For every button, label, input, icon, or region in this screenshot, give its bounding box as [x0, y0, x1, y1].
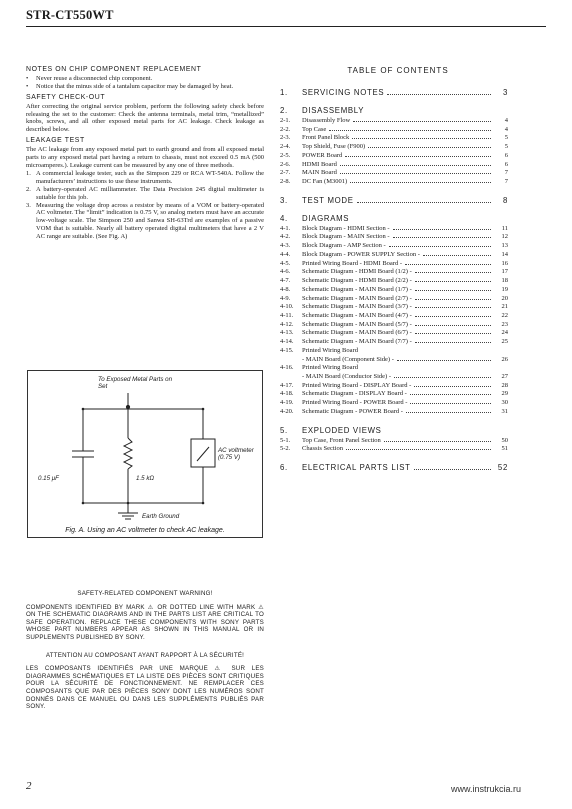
toc-page-number: 26 — [501, 355, 508, 363]
toc-page-number: 4 — [504, 125, 508, 133]
toc-entry-number: 4-11. — [280, 311, 294, 319]
toc-leader-dots — [393, 229, 491, 230]
toc-section-title: DISASSEMBLY — [302, 106, 365, 115]
toc-entry-label: Printed Wiring Board - HDMI Board - — [302, 259, 402, 267]
toc-entry[interactable] — [280, 134, 508, 143]
toc-page-number: 6 — [504, 151, 508, 159]
toc-section[interactable] — [280, 214, 508, 223]
toc-leader-dots — [410, 403, 491, 404]
toc-title: TABLE OF CONTENTS — [347, 66, 449, 75]
warning-en-heading: SAFETY-RELATED COMPONENT WARNING! — [77, 590, 213, 597]
header-rule — [26, 26, 546, 27]
toc-page-number: 6 — [504, 160, 508, 168]
toc-entry-number: 5-2. — [280, 445, 291, 453]
leakage-heading: LEAKAGE TEST — [26, 137, 85, 145]
toc-leader-dots — [329, 130, 491, 131]
notes-bullet: • Never reuse a disconnected chip component. — [26, 75, 264, 83]
notes-bullet: • Notice that the minus side of a tantalum capacitor may be damaged by heat. — [26, 83, 264, 91]
toc-page-number: 20 — [501, 294, 508, 302]
toc-section-number: 4. — [280, 213, 288, 223]
toc-leader-dots — [415, 272, 491, 273]
toc-entry[interactable] — [280, 373, 508, 382]
figure-caption: Fig. A. Using an AC voltmeter to check AC leakage. — [65, 527, 225, 534]
toc-entry-label: MAIN Board — [302, 169, 337, 177]
toc-page-number: 8 — [502, 195, 508, 205]
toc-page-number: 29 — [501, 390, 508, 398]
toc-entry-number: 4-13. — [280, 329, 294, 337]
toc-page-number: 3 — [502, 88, 508, 97]
toc-entry-number: 2-2. — [280, 125, 291, 133]
toc-leader-dots — [415, 342, 491, 343]
toc-page-number: 18 — [501, 277, 508, 285]
table-of-contents — [280, 66, 508, 474]
notes-list — [26, 75, 264, 91]
toc-page-number: 51 — [501, 445, 508, 453]
toc-entry-label: Schematic Diagram - HDMI Board (2/2) - — [302, 277, 412, 285]
toc-entry-number: 2-1. — [280, 117, 291, 124]
toc-entry[interactable] — [280, 356, 508, 365]
warning-fr-heading: ATTENTION AU COMPOSANT AYANT RAPPORT À LA SÉCURITÉ! — [45, 651, 245, 659]
toc-page-number: 31 — [501, 407, 508, 415]
warning-en-body: COMPONENTS IDENTIFIED BY MARK ⚠ OR DOTTED LINE WITH MARK ⚠ ON THE SCHEMATIC DIAGRAMS AND IN THE PARTS LIST ARE CRITICAL TO SAFE OPERATION. REPLACE THESE COMPONENTS WITH SONY PARTS WHOSE PART NUMBERS APPEAR AS SHOWN IN THIS MANUAL OR IN SUPPLEMENTS PUBLISHED BY SONY. — [26, 603, 264, 641]
toc-leader-dots — [352, 138, 491, 139]
toc-entry[interactable] — [280, 152, 508, 161]
toc-page-number: 21 — [501, 303, 508, 311]
toc-page-number: 28 — [501, 381, 508, 389]
toc-page-number: 7 — [504, 169, 508, 177]
toc-leader-dots — [340, 173, 491, 174]
leakage-methods — [26, 170, 264, 241]
toc-entry[interactable] — [280, 382, 508, 391]
toc-leader-dots — [415, 325, 491, 326]
toc-entry-number: 4-15. — [280, 346, 294, 354]
safety-heading: SAFETY CHECK-OUT — [26, 93, 106, 101]
toc-leader-dots — [368, 147, 491, 148]
toc-entry-number: 4-4. — [280, 250, 291, 258]
toc-entry[interactable] — [280, 445, 508, 454]
toc-leader-dots — [423, 255, 491, 256]
toc-page-number: 14 — [501, 250, 508, 258]
toc-entry[interactable] — [280, 390, 508, 399]
toc-page-number: 19 — [501, 285, 508, 293]
toc-entry-number: 2-6. — [280, 160, 291, 168]
toc-page-number: 23 — [501, 320, 508, 328]
toc-page-number: 50 — [501, 436, 508, 444]
toc-section-title: ELECTRICAL PARTS LIST — [302, 463, 411, 472]
toc-leader-dots — [345, 156, 491, 157]
toc-entry[interactable] — [280, 251, 508, 260]
left-column — [26, 66, 264, 241]
toc-entry-label: Schematic Diagram - HDMI Board (1/2) - — [302, 268, 412, 276]
toc-section[interactable] — [280, 463, 508, 472]
toc-leader-dots — [346, 449, 491, 450]
toc-page-number: 24 — [501, 329, 508, 337]
toc-entry-number: 2-3. — [280, 134, 291, 142]
toc-page-number: 22 — [501, 311, 508, 319]
leakage-test-figure — [27, 370, 263, 538]
safety-warning — [26, 590, 264, 721]
toc-section-title: DIAGRAMS — [302, 213, 350, 223]
toc-section-number: 2. — [280, 106, 288, 115]
toc-leader-dots — [415, 281, 491, 282]
toc-leader-dots — [357, 202, 491, 203]
toc-entry-label: Schematic Diagram - DISPLAY Board - — [302, 390, 407, 398]
toc-entry-label: Schematic Diagram - MAIN Board (7/7) - — [302, 338, 412, 346]
toc-entry-label: Schematic Diagram - POWER Board - — [302, 407, 403, 415]
toc-entry[interactable] — [280, 277, 508, 286]
toc-section-title: TEST MODE — [302, 195, 354, 205]
toc-section[interactable] — [280, 88, 508, 97]
toc-entry-label: - MAIN Board (Conductor Side) - — [302, 372, 391, 380]
figure-meter-label: AC voltmeter (0.75 V) — [218, 447, 254, 461]
toc-entry-label: Printed Wiring Board - DISPLAY Board - — [302, 381, 412, 389]
toc-page-number: 11 — [501, 224, 508, 232]
toc-page-number: 30 — [501, 399, 508, 407]
toc-entry[interactable] — [280, 303, 508, 312]
toc-entry-label: Schematic Diagram - MAIN Board (2/7) - — [302, 294, 412, 302]
safety-body: After correcting the original service problem, perform the following safety check before releasing the set to the customer: Check the antenna terminals, metal trim, “metallized” knobs, screws, and all other exposed metal parts for AC leakage. Check leakage as described below. — [26, 102, 264, 134]
toc-entry-number: 4-9. — [280, 294, 291, 302]
toc-entry[interactable] — [280, 126, 508, 135]
toc-entry-number: 4-7. — [280, 277, 291, 285]
page-number: 2 — [26, 780, 32, 792]
toc-leader-dots — [415, 316, 491, 317]
toc-entry[interactable] — [280, 286, 508, 295]
watermark: www.instrukcia.ru — [451, 784, 522, 794]
toc-entry[interactable] — [280, 143, 508, 152]
toc-entry-number: 4-8. — [280, 285, 291, 293]
toc-entry[interactable] — [280, 117, 508, 126]
toc-entry[interactable] — [280, 364, 508, 373]
toc-leader-dots — [415, 299, 491, 300]
toc-entry[interactable] — [280, 321, 508, 330]
toc-entry-label: Schematic Diagram - MAIN Board (6/7) - — [302, 329, 412, 337]
toc-entry-number: 2-5. — [280, 151, 291, 159]
toc-entry[interactable] — [280, 338, 508, 347]
toc-section-title: EXPLODED VIEWS — [302, 425, 382, 435]
toc-leader-dots — [384, 441, 491, 442]
toc-entry[interactable] — [280, 169, 508, 178]
toc-entry-label: Front Panel Block — [302, 134, 350, 142]
leakage-method: 1. A commercial leakage tester, such as the Simpson 229 or RCA WT-540A. Follow the manufacturers’ instructions to use these instruments. — [26, 169, 264, 185]
toc-leader-dots — [414, 469, 491, 470]
toc-section[interactable] — [280, 106, 508, 115]
toc-page-number: 4 — [504, 117, 508, 124]
toc-leader-dots — [415, 290, 491, 291]
toc-entry-number: 4-6. — [280, 268, 291, 276]
toc-section[interactable] — [280, 196, 508, 205]
leakage-body: The AC leakage from any exposed metal part to earth ground and from all exposed metal parts to any exposed metal part having a return to chassis, must not exceed 0.5 mA (500 microamperes.). Leakage current can be measured by any one of three methods. — [26, 146, 264, 169]
toc-entry-number: 4-5. — [280, 259, 291, 267]
toc-entry[interactable] — [280, 437, 508, 446]
toc-entry-label: Block Diagram - HDMI Section - — [302, 224, 390, 232]
toc-leader-dots — [387, 94, 491, 95]
toc-entry-label: Top Case, Front Panel Section — [302, 436, 381, 444]
toc-page-number: 12 — [501, 233, 508, 241]
toc-entry-label: Block Diagram - MAIN Section - — [302, 233, 390, 241]
toc-leader-dots — [397, 360, 491, 361]
toc-leader-dots — [389, 246, 491, 247]
toc-entry-label: Block Diagram - POWER SUPPLY Section - — [302, 250, 420, 258]
toc-entry-number: 4-1. — [280, 224, 291, 232]
toc-entry-number: 5-1. — [280, 436, 291, 444]
toc-entry[interactable] — [280, 408, 508, 417]
toc-page-number: 7 — [504, 178, 508, 186]
toc-section-title: SERVICING NOTES — [302, 88, 385, 97]
toc-section-number: 5. — [280, 425, 288, 435]
figure-probe-label: To Exposed Metal Parts on Set — [98, 376, 173, 390]
toc-entry[interactable] — [280, 178, 508, 187]
warning-fr-body: LES COMPOSANTS IDENTIFIÉS PAR UNE MARQUE ⚠ SUR LES DIAGRAMMES SCHÉMATIQUES ET LA LISTE DES PIÈCES SONT CRITIQUES POUR LA SÉCURITÉ DE FONCTIONNEMENT. NE REMPLACER CES COMPOSANTS QUE PAR DES PIÈCES SONY DONT LES NUMÉROS SONT DONNÉS DANS CE MANUEL OU DANS LES SUPPLÉMENTS PUBLIÉS PAR SONY. — [26, 665, 264, 711]
leakage-method: 3. Measuring the voltage drop across a resistor by means of a VOM or battery-operated AC voltmeter. The “limit” indication is 0.75 V, so analog meters must have an accurate low-voltage scale. The Simpson 250 and Sanwa SH-63Trd are examples of a passive VOM that is suitable. Nearly all battery operated digital multimeters that have a 2 V AC range are suitable. (See Fig. A) — [26, 201, 264, 241]
toc-leader-dots — [405, 264, 491, 265]
toc-page-number: 17 — [501, 268, 508, 276]
figure-capacitor-label: 0.15 μF — [38, 475, 59, 482]
toc-entry-number: 4-2. — [280, 233, 291, 241]
toc-leader-dots — [350, 182, 491, 183]
toc-entry-label: Chassis Section — [302, 445, 343, 453]
toc-entry[interactable] — [280, 347, 508, 356]
toc-entry-number: 4-18. — [280, 390, 294, 398]
toc-leader-dots — [406, 412, 491, 413]
toc-leader-dots — [340, 165, 491, 166]
toc-entry-label: - MAIN Board (Component Side) - — [302, 355, 394, 363]
toc-entry-label: Schematic Diagram - MAIN Board (1/7) - — [302, 285, 412, 293]
toc-leader-dots — [415, 307, 491, 308]
toc-entry[interactable] — [280, 161, 508, 170]
toc-leader-dots — [415, 333, 491, 334]
toc-entry-label: Printed Wiring Board — [302, 364, 358, 372]
toc-leader-dots — [414, 386, 491, 387]
toc-entry-label: Top Case — [302, 125, 327, 133]
toc-entry[interactable] — [280, 268, 508, 277]
toc-entry[interactable] — [280, 260, 508, 269]
toc-entry[interactable] — [280, 399, 508, 408]
toc-leader-dots — [410, 394, 491, 395]
leakage-method: 2. A battery-operated AC milliammeter. The Data Precision 245 digital multimeter is suitable for this job. — [26, 185, 264, 201]
toc-page-number: 25 — [501, 338, 508, 346]
toc-entry-label: Block Diagram - AMP Section - — [302, 242, 386, 250]
notes-heading: NOTES ON CHIP COMPONENT REPLACEMENT — [26, 66, 202, 73]
toc-entry-label: DC Fan (M3001) — [302, 178, 348, 186]
toc-entry-label: Schematic Diagram - MAIN Board (4/7) - — [302, 311, 412, 319]
toc-entry[interactable] — [280, 233, 508, 242]
toc-entry-label: Disassembly Flow — [302, 117, 351, 124]
toc-entry-label: Printed Wiring Board - POWER Board - — [302, 399, 408, 407]
toc-entry-label: Schematic Diagram - MAIN Board (5/7) - — [302, 320, 412, 328]
toc-entry-number: 4-14. — [280, 338, 294, 346]
toc-leader-dots — [394, 377, 491, 378]
toc-section[interactable] — [280, 426, 508, 435]
toc-entry[interactable] — [280, 295, 508, 304]
toc-entry-number: 4-10. — [280, 303, 294, 311]
figure-resistor-label: 1.5 kΩ — [136, 475, 155, 482]
toc-entry[interactable] — [280, 242, 508, 251]
toc-page-number: 16 — [501, 259, 508, 267]
toc-section-number: 6. — [280, 463, 288, 472]
toc-section-number: 3. — [280, 195, 288, 205]
toc-entry-label: Top Shield, Fuse (F900) — [302, 143, 366, 151]
model-title: STR-CT550WT — [26, 8, 114, 22]
toc-entry-label: Printed Wiring Board — [302, 346, 358, 354]
toc-entry-number: 4-3. — [280, 242, 291, 250]
toc-entry-number: 4-19. — [280, 399, 294, 407]
toc-entry-label: Schematic Diagram - MAIN Board (3/7) - — [302, 303, 412, 311]
toc-entry[interactable] — [280, 312, 508, 321]
toc-entry-number: 2-8. — [280, 178, 291, 186]
toc-entry-label: POWER Board — [302, 151, 343, 159]
toc-page-number: 5 — [504, 134, 508, 142]
toc-entry[interactable] — [280, 329, 508, 338]
toc-entry-number: 2-7. — [280, 169, 291, 177]
toc-page-number: 52 — [497, 463, 508, 472]
figure-ground-label: Earth Ground — [142, 513, 180, 520]
toc-page-number: 13 — [501, 242, 508, 250]
toc-entry[interactable] — [280, 225, 508, 234]
toc-entry-number: 4-20. — [280, 407, 294, 415]
toc-page-number: 27 — [501, 372, 508, 380]
toc-leader-dots — [353, 121, 491, 122]
toc-entry-number: 4-12. — [280, 320, 294, 328]
toc-section-number: 1. — [280, 88, 288, 97]
toc-entry-number: 2-4. — [280, 143, 291, 151]
toc-entry-number: 4-16. — [280, 364, 294, 372]
toc-leader-dots — [393, 237, 491, 238]
toc-page-number: 5 — [504, 143, 508, 151]
toc-entry-number: 4-17. — [280, 381, 294, 389]
toc-entry-label: HDMI Board — [302, 160, 337, 168]
